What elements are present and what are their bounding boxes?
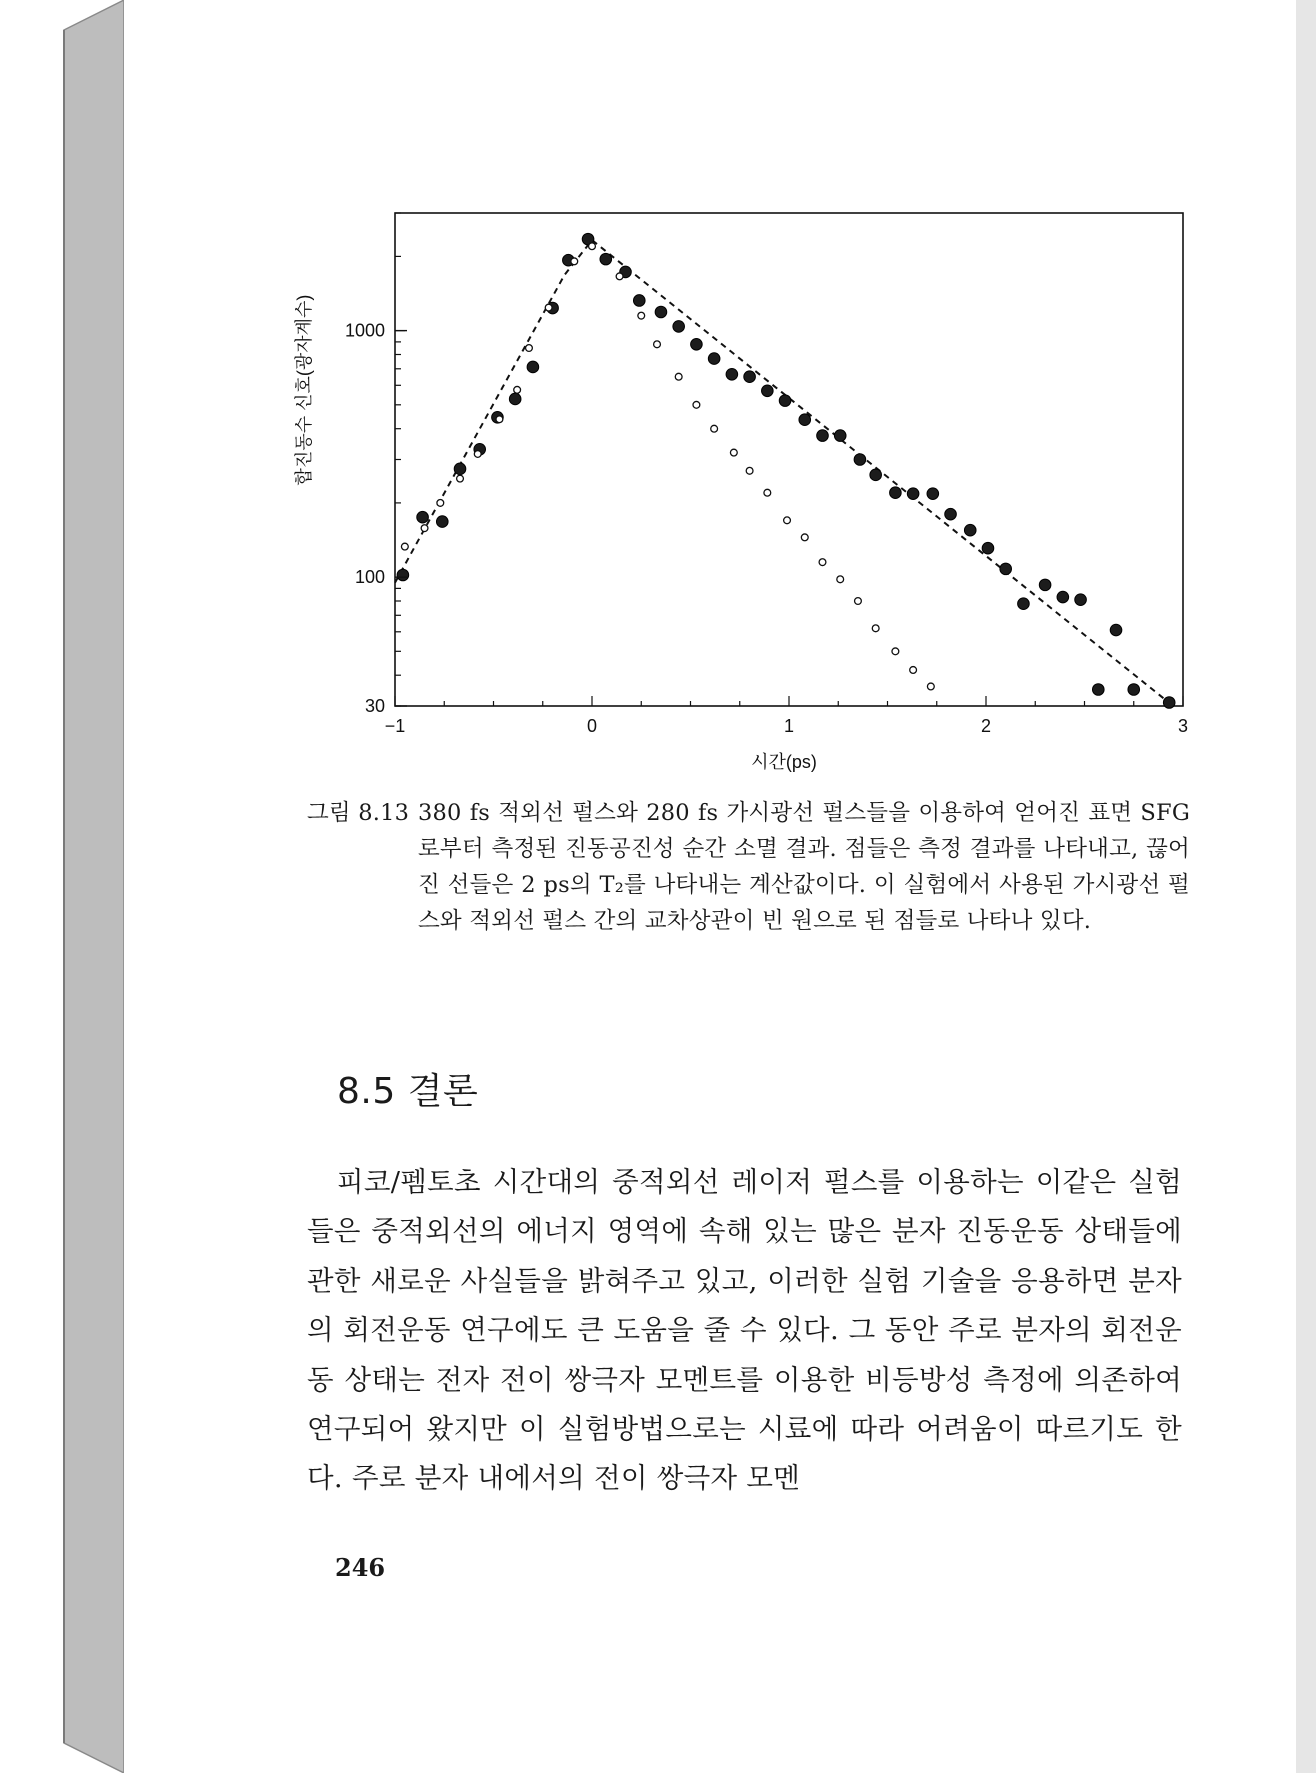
filled-data-point (726, 368, 738, 380)
filled-data-point (1000, 563, 1012, 575)
open-data-point (801, 534, 808, 541)
filled-data-point (817, 430, 829, 442)
y-axis-label: 합진동수 신호(광자계수) (294, 294, 314, 486)
open-data-point (892, 648, 899, 655)
filled-data-point (744, 371, 756, 383)
open-data-point (421, 525, 428, 532)
open-data-point (711, 425, 718, 432)
filled-data-point (655, 306, 667, 318)
x-axis-label: 시간(ps) (751, 752, 817, 772)
filled-data-point (436, 516, 448, 528)
caption-text: 380 fs 적외선 펄스와 280 fs 가시광선 펄스들을 이용하여 얻어진 표면 SFG로부터 측정된 진동공진성 순간 소멸 결과. 점들은 측정 결과를 나타내고, 끊어진 선들은 2 ps의 T₂를 나타내는 계산값이다. 이 실험에서 사용된 가시광선 펄스와 적외선 펄스 간의 교차상관이 빈 원으로 된 점들로 나타나 있다. (418, 800, 1190, 934)
filled-data-point (1018, 598, 1030, 610)
filled-data-point (834, 430, 846, 442)
open-data-point (638, 312, 645, 319)
filled-data-point (1110, 624, 1122, 636)
filled-data-point (1128, 684, 1140, 696)
filled-data-point (964, 524, 976, 536)
x-tick-label: −1 (384, 716, 406, 736)
filled-data-point (527, 361, 539, 373)
y-tick-label: 30 (364, 696, 385, 716)
filled-data-point (779, 395, 791, 407)
filled-data-point (854, 454, 866, 466)
filled-data-point (799, 414, 811, 426)
filled-data-point (454, 463, 466, 475)
filled-data-point (509, 393, 521, 405)
open-data-point (496, 416, 503, 423)
open-data-point (693, 401, 700, 408)
x-tick-label: 3 (1177, 716, 1189, 736)
open-data-point (514, 386, 521, 393)
open-data-point (764, 489, 771, 496)
filled-data-point (1092, 684, 1104, 696)
filled-data-point (1039, 579, 1051, 591)
y-tick-label: 100 (354, 567, 385, 588)
filled-data-point (927, 488, 939, 500)
filled-data-point (1057, 591, 1069, 603)
filled-data-point (762, 385, 774, 397)
open-data-point (589, 243, 596, 250)
open-data-point (910, 667, 917, 674)
open-data-point (784, 517, 791, 524)
x-tick-label: 2 (980, 716, 992, 736)
open-data-point (616, 273, 623, 280)
filled-data-point (691, 338, 703, 350)
filled-data-point (673, 321, 685, 333)
y-tick-label: 1000 (344, 320, 385, 341)
open-data-point (571, 258, 578, 265)
filled-data-point (1163, 697, 1175, 709)
plot-frame (395, 213, 1183, 706)
fit-dashed-line (395, 240, 1173, 706)
open-data-point (927, 683, 934, 690)
x-tick-label: 1 (783, 716, 795, 736)
caption-label: 그림 8.13 (307, 800, 410, 826)
filled-data-point (417, 511, 429, 523)
filled-data-point (600, 253, 612, 265)
filled-data-point (982, 542, 994, 554)
section-heading: 8.5 결론 (337, 1071, 479, 1112)
open-data-point (401, 543, 408, 550)
decay-chart (288, 195, 1208, 775)
filled-data-point (1075, 594, 1087, 606)
open-data-point (526, 345, 533, 352)
x-tick-label: 0 (586, 716, 598, 736)
open-data-point (675, 373, 682, 380)
open-data-point (819, 559, 826, 566)
filled-data-point (945, 508, 957, 520)
open-data-point (837, 576, 844, 583)
open-data-point (437, 500, 444, 507)
filled-data-point (397, 569, 409, 581)
filled-data-point (870, 469, 882, 481)
page-number: 246 (335, 1553, 386, 1582)
filled-data-point (633, 295, 645, 307)
filled-data-point (708, 353, 720, 365)
open-data-point (654, 341, 661, 348)
filled-data-point (890, 487, 902, 499)
filled-data-point (907, 488, 919, 500)
open-data-point (545, 304, 552, 311)
open-data-point (457, 475, 464, 482)
open-data-point (474, 451, 481, 458)
open-data-point (746, 467, 753, 474)
open-data-point (730, 449, 737, 456)
open-data-point (872, 625, 879, 632)
open-data-point (855, 598, 862, 605)
body-paragraph: 피코/펨토초 시간대의 중적외선 레이저 펄스를 이용하는 이같은 실험들은 중적외선의 에너지 영역에 속해 있는 많은 분자 진동운동 상태들에 관한 새로운 사실들을 밝혀주고 있고, 이러한 실험 기술을 응용하면 분자의 회전운동 연구에도 큰 도움을 줄 수 있다. 그 동안 주로 분자의 회전운동 상태는 전자 전이 쌍극자 모멘트를 이용한 비등방성 측정에 의존하여 연구되어 왔지만 이 실험방법으로는 시료에 따라 어려움이 따르기도 한다. 주로 분자 내에서의 전이 쌍극자 모멘 (307, 1166, 1182, 1495)
